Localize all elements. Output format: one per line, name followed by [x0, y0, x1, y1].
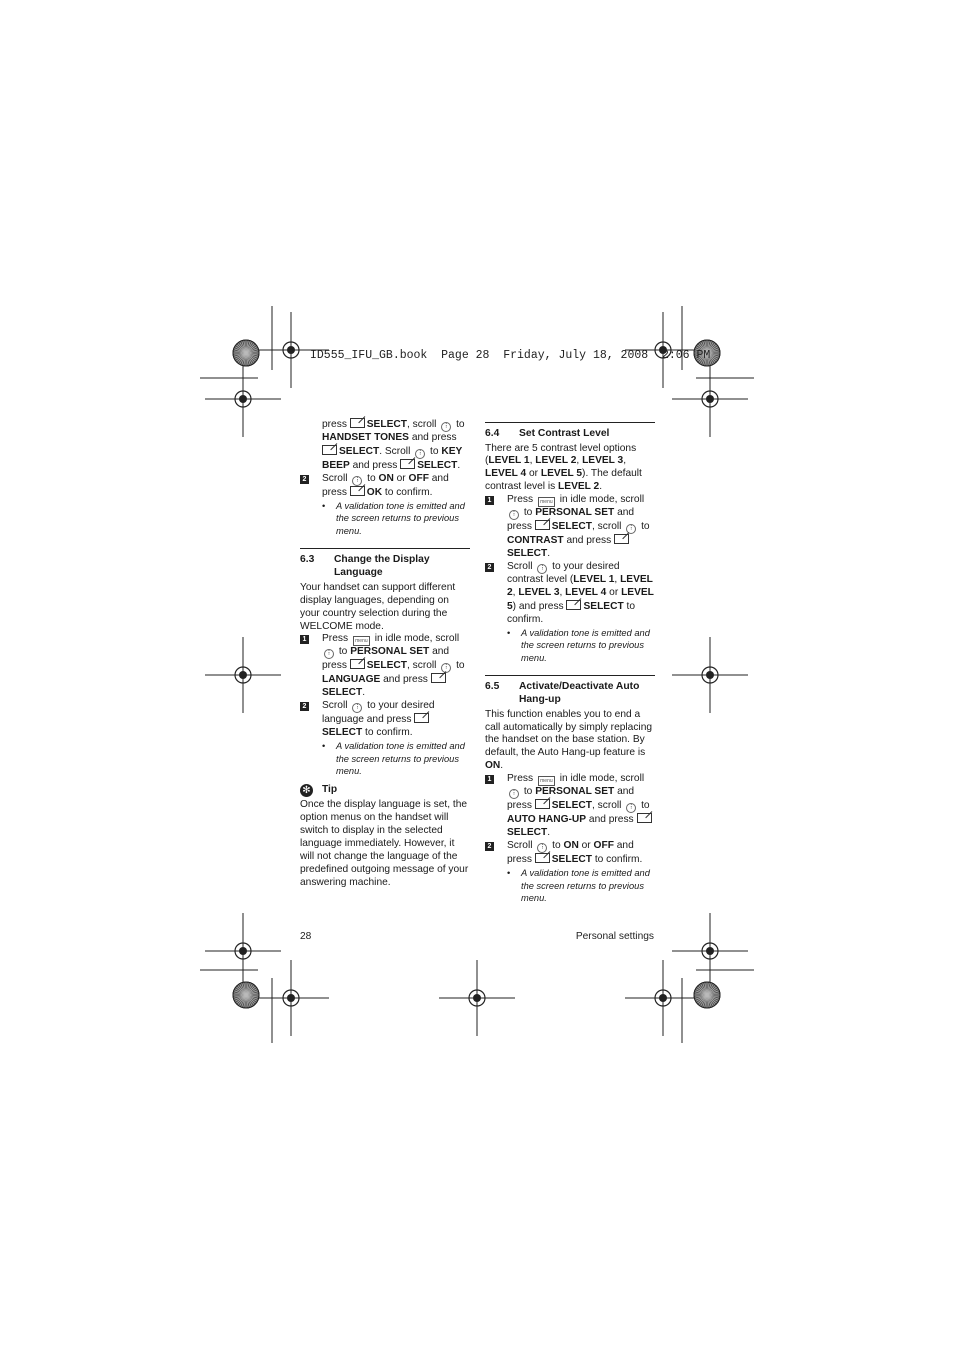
navigation-key-icon: ⁝ — [626, 524, 636, 534]
softkey-icon — [322, 445, 337, 455]
navigation-key-icon: ⁝ — [509, 789, 519, 799]
step-1: 1 Press menu in idle mode, scroll ⁝ to PERSONAL SET and press SELECT, scroll ⁝ to LANGUAGE and press SELECT. — [300, 633, 470, 700]
softkey-icon — [614, 534, 629, 544]
crosshair-mark — [672, 361, 748, 437]
softkey-icon — [637, 813, 652, 823]
section-intro: Your handset can support different display languages, depending on your country selection during the WELCOME mode. — [300, 581, 456, 632]
softkey-icon — [350, 418, 365, 428]
crosshair-mark — [205, 361, 281, 437]
crosshair-mark — [253, 960, 329, 1036]
section-heading-6-4: 6.4 Set Contrast Level — [485, 428, 610, 439]
step-1: 1 Press menu in idle mode, scroll ⁝ to PERSONAL SET and press SELECT, scroll ⁝ to AUTO HANG-UP and press SELECT. — [485, 773, 655, 840]
navigation-key-icon: ⁝ — [509, 510, 519, 520]
softkey-icon — [535, 853, 550, 863]
page-number: 28 — [300, 931, 312, 942]
softkey-icon — [414, 713, 429, 723]
tip-text: Once the display language is set, the option menus on the handset will switch to display in the selected language immediately. However, it will not change the language of the predefined outgoing message of your answering machine. — [300, 799, 469, 888]
left-column — [300, 418, 470, 890]
navigation-key-icon: ⁝ — [352, 703, 362, 713]
crosshair-mark — [672, 637, 748, 713]
bullet-note: • A validation tone is emitted and the screen returns to previous menu. — [507, 867, 650, 904]
menu-key-icon: menu — [538, 497, 555, 507]
section-intro: This function enables you to end a call automatically by simply replacing the handset on the base station. By default, the Auto Hang-up feature is ON. — [485, 708, 653, 772]
navigation-key-icon: ⁝ — [415, 449, 425, 459]
book-header: ID555_IFU_GB.book Page 28 Friday, July 18, 2008 2:06 PM — [310, 349, 711, 362]
bullet-note: • A validation tone is emitted and the screen returns to previous menu. — [322, 500, 465, 537]
right-column — [485, 414, 655, 905]
crosshair-mark — [439, 960, 515, 1036]
softkey-icon — [431, 673, 446, 683]
navigation-key-icon: ⁝ — [441, 663, 451, 673]
softkey-icon — [535, 520, 550, 530]
tip-icon: ✻ — [300, 784, 313, 797]
crosshair-mark — [625, 960, 701, 1036]
navigation-key-icon: ⁝ — [537, 564, 547, 574]
bullet-note: • A validation tone is emitted and the screen returns to previous menu. — [322, 741, 465, 777]
softkey-icon — [400, 459, 415, 469]
step-2: 2 Scroll ⁝ to ON or OFF and press OK to confirm. • A validation tone is emitted and the screen returns to previous menu. — [300, 473, 470, 538]
radial-target-mark — [233, 982, 259, 1008]
softkey-icon — [535, 799, 550, 809]
step-1: 1 Press menu in idle mode, scroll ⁝ to PERSONAL SET and press SELECT, scroll ⁝ to CONTRAST and press SELECT. — [485, 494, 655, 561]
section-heading-6-3: 6.3 Change the Display Language — [300, 553, 430, 579]
step-number: 2 — [300, 475, 309, 484]
step-2: 2 Scroll ⁝ to your desired contrast level (LEVEL 1, LEVEL 2, LEVEL 3, LEVEL 4 or LEVEL 5) and press SELECT to confirm. • A validation tone is emitted and the screen returns to previous menu. — [485, 561, 655, 665]
softkey-icon — [566, 600, 581, 610]
radial-target-mark — [233, 340, 259, 366]
step-2: 2 Scroll ⁝ to your desired language and press SELECT to confirm. • A validation tone is emitted and the screen returns to previous menu. — [300, 700, 470, 778]
footer-section-name: Personal settings — [575, 931, 654, 942]
navigation-key-icon: ⁝ — [537, 843, 547, 853]
radial-target-mark — [694, 982, 720, 1008]
step-2: 2 Scroll ⁝ to ON or OFF and press SELECT to confirm. • A validation tone is emitted and the screen returns to previous menu. — [485, 840, 655, 905]
continued-step: press SELECT, scroll ⁝ to HANDSET TONES and press SELECT. Scroll ⁝ to KEY BEEP and press SELECT. — [322, 419, 465, 471]
crosshair-mark — [672, 913, 748, 989]
tip-heading: ✻ Tip — [300, 784, 470, 797]
crosshair-mark — [205, 637, 281, 713]
navigation-key-icon: ⁝ — [324, 649, 334, 659]
section-intro: There are 5 contrast level options (LEVEL 1, LEVEL 2, LEVEL 3, LEVEL 4 or LEVEL 5). The default contrast level is LEVEL 2. — [485, 442, 642, 493]
navigation-key-icon: ⁝ — [352, 476, 362, 486]
section-heading-6-5: 6.5 Activate/Deactivate Auto Hang-up — [485, 680, 640, 706]
softkey-icon — [350, 659, 365, 669]
menu-key-icon: menu — [353, 636, 370, 646]
navigation-key-icon: ⁝ — [626, 803, 636, 813]
crosshair-mark — [205, 913, 281, 989]
bullet-note: • A validation tone is emitted and the screen returns to previous menu. — [507, 627, 650, 663]
menu-key-icon: menu — [538, 776, 555, 786]
navigation-key-icon: ⁝ — [441, 422, 451, 432]
softkey-icon — [350, 486, 365, 496]
